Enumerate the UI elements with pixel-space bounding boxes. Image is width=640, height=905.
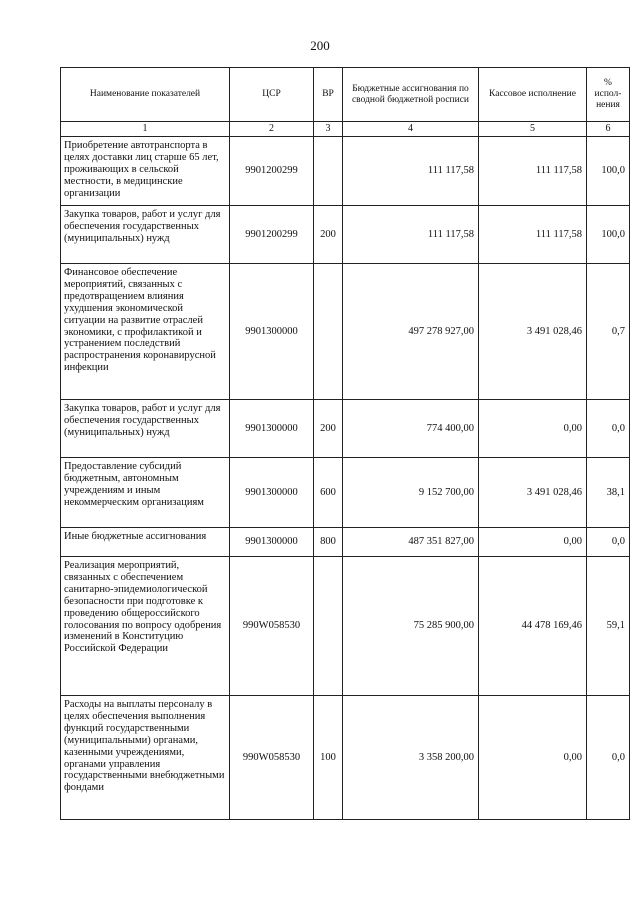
row-name: Иные бюджетные ассигнования	[61, 528, 230, 557]
row-csr: 990W058530	[230, 557, 314, 696]
row-pct: 100,0	[587, 137, 630, 206]
header-vr: ВР	[314, 68, 343, 122]
row-pct: 0,7	[587, 264, 630, 400]
column-number: 5	[479, 122, 587, 137]
column-number: 1	[61, 122, 230, 137]
row-name: Закупка товаров, работ и услуг для обеспечения государственных (муниципальных) нужд	[61, 206, 230, 264]
table-row	[61, 137, 630, 206]
row-budget: 487 351 827,00	[343, 528, 479, 557]
header-row	[61, 68, 630, 122]
row-vr	[314, 557, 343, 696]
column-number: 6	[587, 122, 630, 137]
row-csr: 9901300000	[230, 264, 314, 400]
row-csr: 9901300000	[230, 528, 314, 557]
row-csr: 990W058530	[230, 696, 314, 820]
row-budget: 111 117,58	[343, 206, 479, 264]
row-budget: 497 278 927,00	[343, 264, 479, 400]
row-pct: 0,0	[587, 696, 630, 820]
row-vr: 600	[314, 458, 343, 528]
row-pct: 0,0	[587, 400, 630, 458]
row-csr: 9901200299	[230, 206, 314, 264]
row-cash: 44 478 169,46	[479, 557, 587, 696]
column-number: 3	[314, 122, 343, 137]
row-name: Реализация мероприятий, связанных с обеспечением санитарно-эпидемиологической безопасности при подготовке к проведению общероссийского голосования по вопросу одобрения изменений в Конституцию Российской Федерации	[61, 557, 230, 696]
row-name: Финансовое обеспечение мероприятий, связанных с предотвращением влияния ухудшения экономической ситуации на развитие отраслей экономики, с профилактикой и устранением последствий распространения коронавирусной инфекции	[61, 264, 230, 400]
row-vr	[314, 264, 343, 400]
row-budget: 774 400,00	[343, 400, 479, 458]
table-row	[61, 400, 630, 458]
table-row	[61, 458, 630, 528]
row-name: Закупка товаров, работ и услуг для обеспечения государственных (муниципальных) нужд	[61, 400, 230, 458]
row-pct: 0,0	[587, 528, 630, 557]
row-name: Приобретение автотранспорта в целях доставки лиц старше 65 лет, проживающих в сельской местности, в медицинские организации	[61, 137, 230, 206]
table-row	[61, 696, 630, 820]
row-cash: 0,00	[479, 528, 587, 557]
row-pct: 38,1	[587, 458, 630, 528]
budget-execution-table	[60, 67, 630, 820]
row-name: Расходы на выплаты персоналу в целях обеспечения выполнения функций государственными (муниципальными) органами, казенными учреждениями, органами управления государственными внебюджетными фондами	[61, 696, 230, 820]
row-vr	[314, 137, 343, 206]
column-number: 4	[343, 122, 479, 137]
row-cash: 111 117,58	[479, 137, 587, 206]
row-vr: 200	[314, 206, 343, 264]
row-budget: 111 117,58	[343, 137, 479, 206]
row-vr: 800	[314, 528, 343, 557]
row-budget: 75 285 900,00	[343, 557, 479, 696]
row-budget: 3 358 200,00	[343, 696, 479, 820]
table-row	[61, 557, 630, 696]
table-row	[61, 528, 630, 557]
row-cash: 111 117,58	[479, 206, 587, 264]
row-vr: 100	[314, 696, 343, 820]
header-name: Наименование показателей	[61, 68, 230, 122]
header-pct: % испол-нения	[587, 68, 630, 122]
table-row	[61, 206, 630, 264]
row-cash: 0,00	[479, 400, 587, 458]
header-csr: ЦСР	[230, 68, 314, 122]
row-cash: 3 491 028,46	[479, 458, 587, 528]
row-budget: 9 152 700,00	[343, 458, 479, 528]
column-numbers-row	[61, 122, 630, 137]
row-csr: 9901200299	[230, 137, 314, 206]
header-budget: Бюджетные ассигнования по сводной бюджетной росписи	[343, 68, 479, 122]
row-name: Предоставление субсидий бюджетным, автономным учреждениям и иным некоммерческим организациям	[61, 458, 230, 528]
table-row	[61, 264, 630, 400]
row-csr: 9901300000	[230, 458, 314, 528]
row-cash: 0,00	[479, 696, 587, 820]
header-cash: Кассовое исполнение	[479, 68, 587, 122]
row-cash: 3 491 028,46	[479, 264, 587, 400]
page-number: 200	[310, 38, 330, 53]
row-pct: 59,1	[587, 557, 630, 696]
row-vr: 200	[314, 400, 343, 458]
row-pct: 100,0	[587, 206, 630, 264]
row-csr: 9901300000	[230, 400, 314, 458]
column-number: 2	[230, 122, 314, 137]
